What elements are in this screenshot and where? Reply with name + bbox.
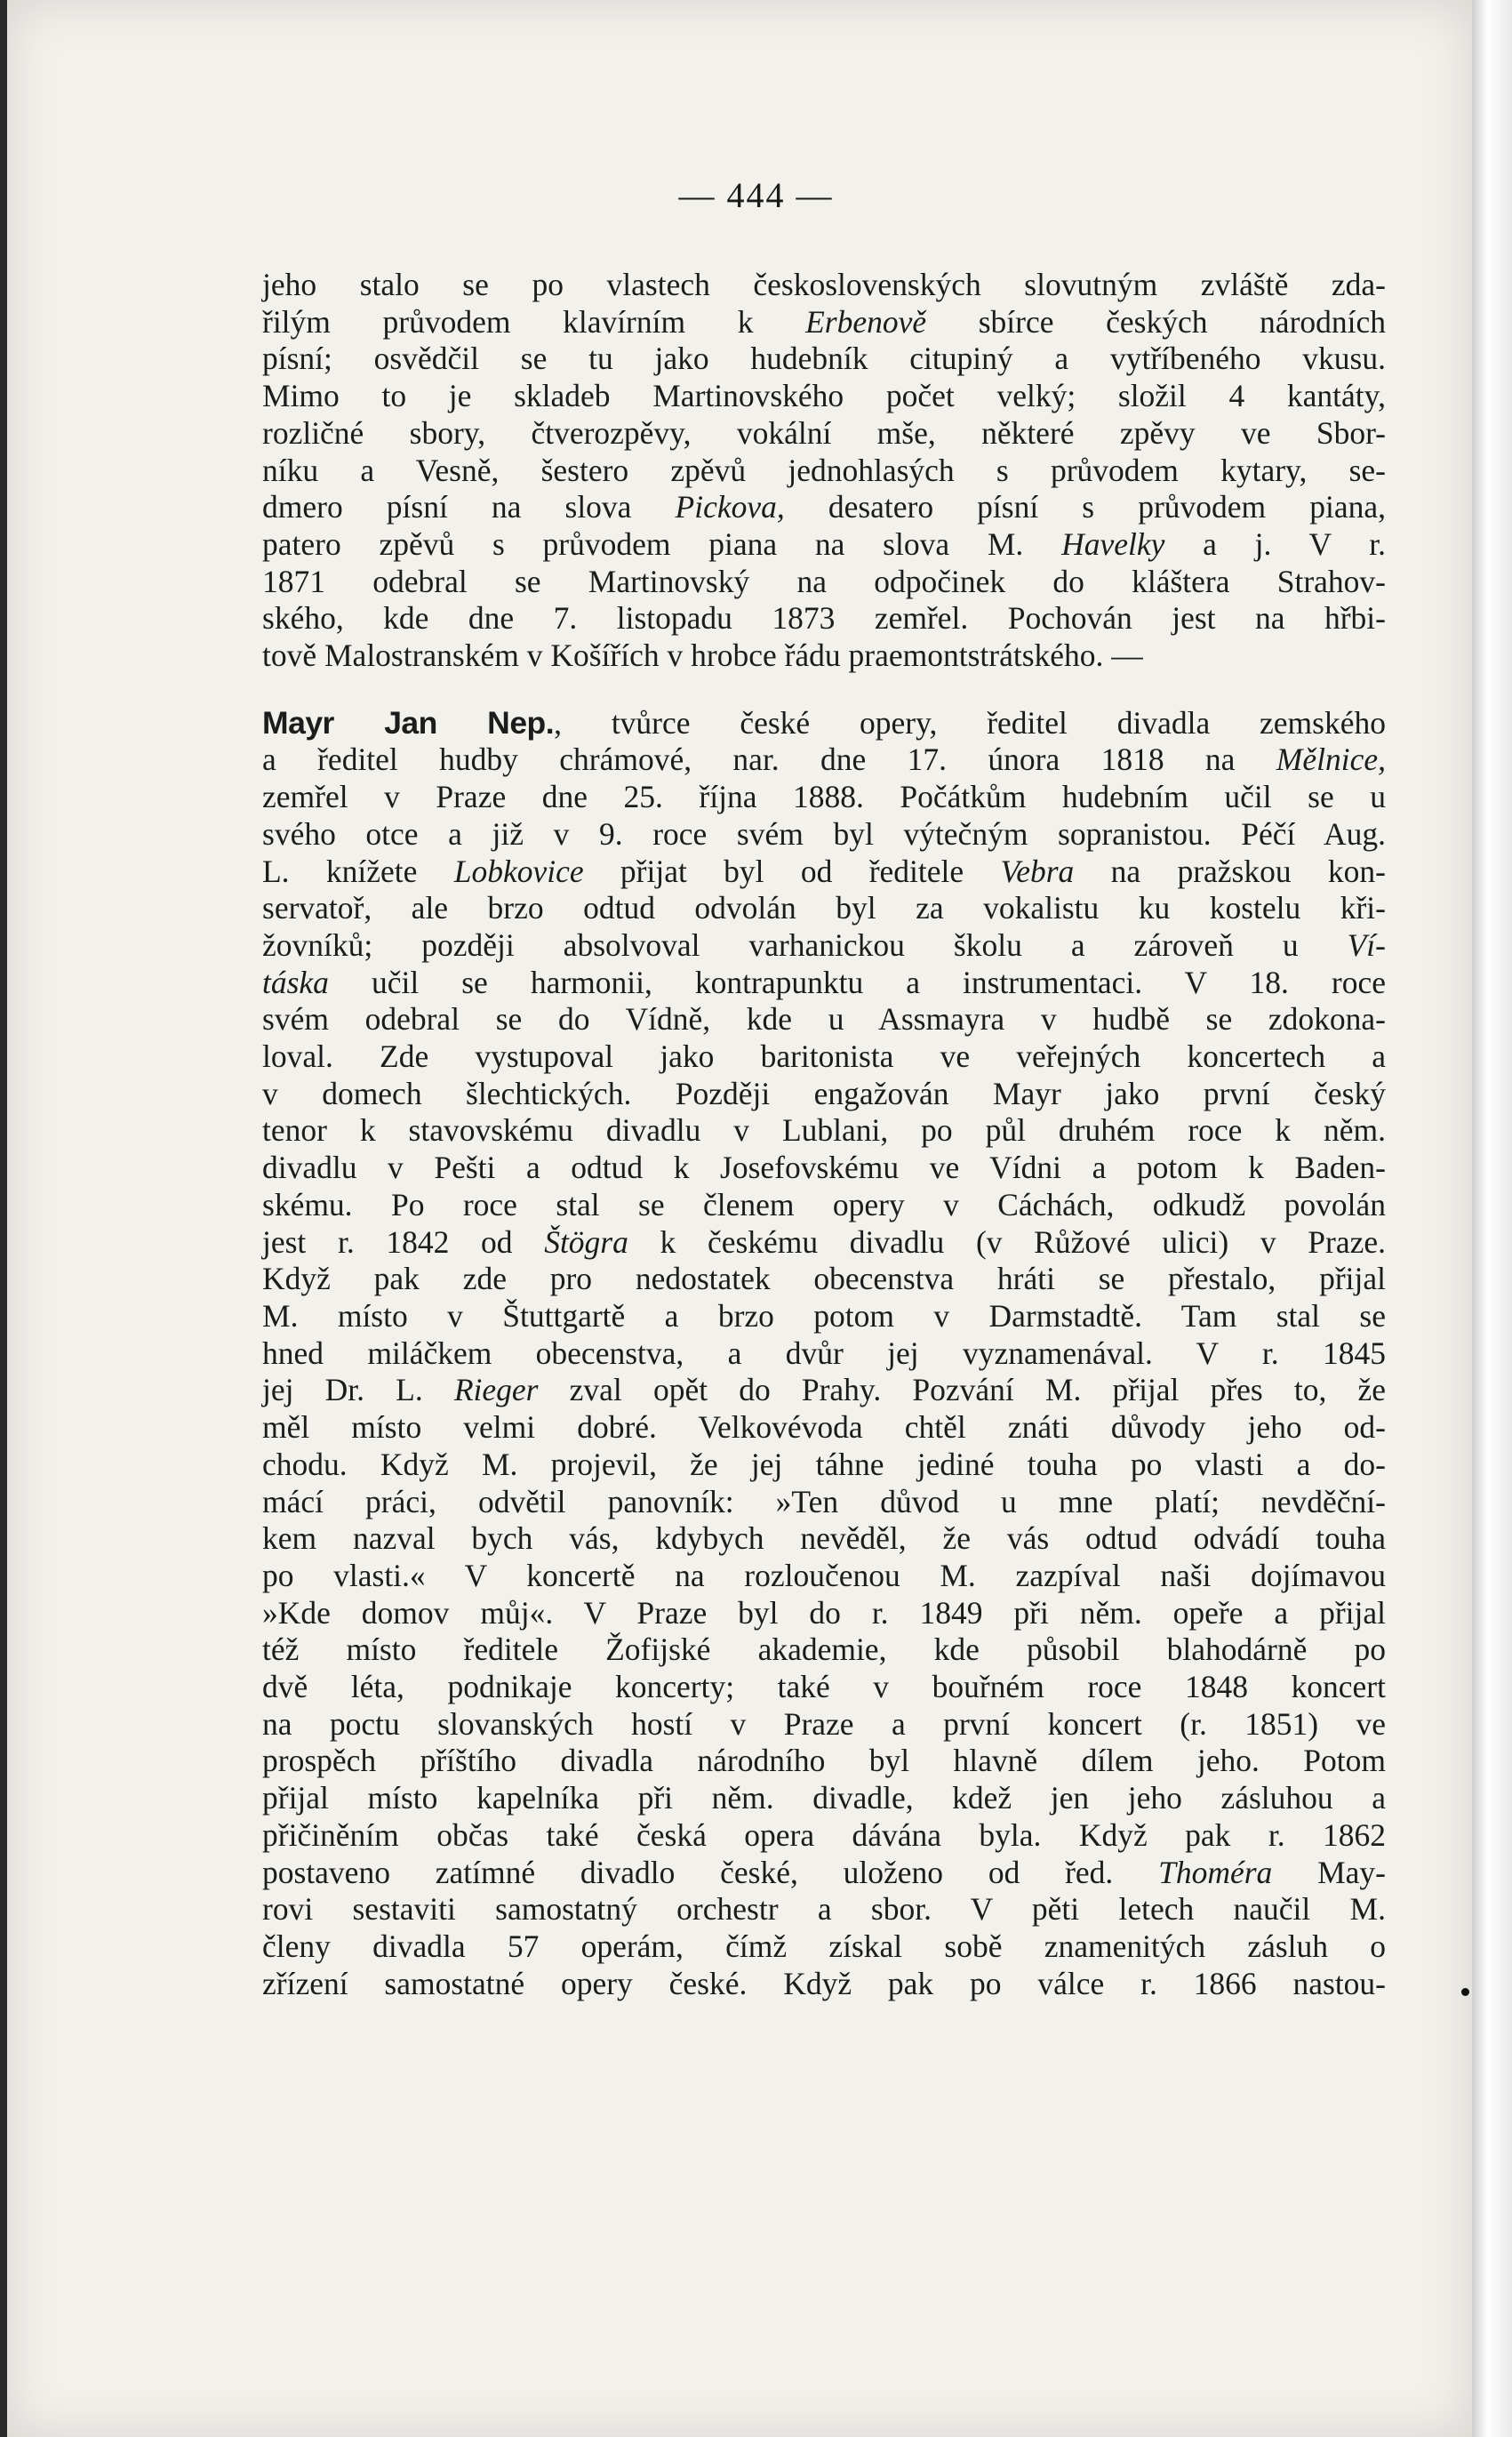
text-line: jest r. 1842 od Štögra k českému divadlu (v Růžové ulici) v Praze. — [262, 1223, 1386, 1260]
text-line: níku a Vesně, šestero zpěvů jednohlasých s průvodem kytary, se- — [262, 452, 1386, 488]
italic-name: Vebra — [1000, 853, 1075, 889]
text-line: tenor k stavovskému divadlu v Lublani, po půl druhém roce k něm. — [262, 1112, 1386, 1149]
text-line: na poctu slovanských hostí v Praze a první koncert (r. 1851) ve — [262, 1705, 1386, 1742]
text-line: prospěch příštího divadla národního byl hlavně dílem jeho. Potom — [262, 1743, 1386, 1779]
text-line: rozličné sbory, čtverozpěvy, vokální mše, některé zpěvy ve Sbor- — [262, 414, 1386, 451]
text-line: přijal místo kapelníka při něm. divadle, kdež jen jeho zásluhou a — [262, 1780, 1386, 1816]
text-line: dvě léta, podnikaje koncerty; také v bouřném roce 1848 koncert — [262, 1669, 1386, 1705]
text-line: řilým průvodem klavírním k Erbenově sbírce českých národních — [262, 303, 1387, 340]
text-line: svého otce a již v 9. roce svém byl výtečným sopranistou. Péčí Aug. — [262, 815, 1386, 852]
text-line: a ředitel hudby chrámové, nar. dne 17. února 1818 na Mělnice, — [262, 742, 1386, 778]
text-line: zemřel v Praze dne 25. října 1888. Počátkům hudebním učil se u — [262, 779, 1386, 815]
italic-name: Mělnice, — [1276, 742, 1386, 778]
text-line: členy divadla 57 operám, čímž získal sobě znamenitých zásluh o — [262, 1928, 1386, 1964]
italic-name: Thoméra — [1158, 1854, 1273, 1890]
body-text — [262, 267, 1386, 2002]
text-line: 1871 odebral se Martinovský na odpočinek do kláštera Strahov- — [262, 563, 1386, 599]
text-line: M. místo v Štuttgartě a brzo potom v Darmstadtě. Tam stal se — [262, 1297, 1386, 1334]
text-line: přičiněním občas také česká opera dávána byla. Když pak r. 1862 — [262, 1816, 1386, 1853]
italic-name: Havelky — [1061, 525, 1165, 562]
ink-spot — [1461, 1988, 1469, 1996]
page-number: — 444 — — [678, 175, 834, 215]
paragraph-gap — [262, 675, 1386, 705]
entry-mayr — [262, 705, 1386, 2003]
page-edge — [1472, 0, 1512, 2437]
italic-name: Erbenově — [805, 303, 927, 340]
text-line: chodu. Když M. projevil, že jej táhne jediné touha po vlasti a do- — [262, 1446, 1386, 1482]
italic-name: Štögra — [544, 1223, 628, 1260]
text-line: Mayr Jan Nep., tvůrce české opery, ředitel divadla zemského — [262, 704, 1386, 741]
text-line: L. knížete Lobkovice přijat byl od ředitele Vebra na pražskou kon- — [262, 853, 1387, 889]
text-line: v domech šlechtických. Později engažován Mayr jako první český — [262, 1075, 1386, 1111]
text-line: též místo ředitele Žofijské akademie, kde působil blahodárně po — [262, 1631, 1386, 1668]
text-line: písní; osvědčil se tu jako hudebník citupiný a vytříbeného vkusu. — [262, 341, 1386, 377]
text-line: po vlasti.« V koncertě na rozloučenou M. zazpíval naši dojímavou — [262, 1557, 1386, 1593]
text-line: patero zpěvů s průvodem piana na slova M. Havelky a j. V r. — [262, 525, 1386, 562]
text-line: divadlu v Pešti a odtud k Josefovskému ve Vídni a potom k Baden- — [262, 1150, 1386, 1186]
text-line: postaveno zatímné divadlo české, uloženo od řed. Thoméra May- — [262, 1854, 1386, 1890]
text-line: měl místo velmi dobré. Velkovévoda chtěl znáti důvody jeho od- — [262, 1409, 1386, 1446]
text-line: loval. Zde vystupoval jako baritonista ve veřejných koncertech a — [262, 1038, 1386, 1075]
text-line: kem nazval bych vás, kdybych nevěděl, že vás odtud odvádí touha — [262, 1520, 1386, 1557]
text-line: ského, kde dne 7. listopadu 1873 zemřel. Pochován jest na hřbi- — [262, 600, 1386, 637]
text-line: Když pak zde pro nedostatek obecenstva hráti se přestalo, přijal — [262, 1261, 1386, 1297]
italic-name: Rieger — [453, 1372, 539, 1408]
text-line: žovníků; později absolvoval varhanickou školu a zároveň u Ví- — [262, 926, 1386, 963]
italic-name: táska — [262, 964, 329, 1000]
entry-headword: Mayr Jan Nep. — [262, 704, 555, 741]
text-line: »Kde domov můj«. V Praze byl do r. 1849 při něm. opeře a přijal — [262, 1594, 1386, 1631]
text-line: svém odebral se do Vídně, kde u Assmayra v hudbě se zdokona- — [262, 1001, 1386, 1038]
text-line: hned miláčkem obecenstva, a dvůr jej vyznamenával. V r. 1845 — [262, 1335, 1386, 1371]
italic-name: Lobkovice — [453, 853, 584, 889]
text-line: skému. Po roce stal se členem opery v Cáchách, odkudž povolán — [262, 1186, 1386, 1223]
text-line: zřízení samostatné opery české. Když pak po válce r. 1866 nastou- — [262, 1965, 1386, 2001]
text-line: servatoř, ale brzo odtud odvolán byl za vokalistu ku kostelu kři- — [262, 890, 1386, 926]
text-line: jej Dr. L. Rieger zval opět do Prahy. Pozvání M. přijal přes to, že — [262, 1372, 1387, 1408]
text-line: Mimo to je skladeb Martinovského počet velký; složil 4 kantáty, — [262, 378, 1386, 414]
entry-martinovsky-end — [262, 267, 1386, 675]
italic-name: Pickova, — [675, 489, 785, 525]
text-line: jeho stalo se po vlastech československých slovutným zvláště zda- — [262, 267, 1386, 302]
text-line: táska učil se harmonii, kontrapunktu a instrumentaci. V 18. roce — [262, 964, 1386, 1000]
text-line: dmero písní na slova Pickova, desatero písní s průvodem piana, — [262, 489, 1386, 525]
text-line: mácí práci, odvětil panovník: »Ten důvod u mne platí; nevděční- — [262, 1483, 1386, 1519]
text-line: rovi sestaviti samostatný orchestr a sbor. V pěti letech naučil M. — [262, 1891, 1386, 1928]
text-line: tově Malostranském v Košířích v hrobce řádu praemontstrátského. — — [262, 637, 1143, 674]
italic-name: Ví- — [1347, 926, 1386, 963]
